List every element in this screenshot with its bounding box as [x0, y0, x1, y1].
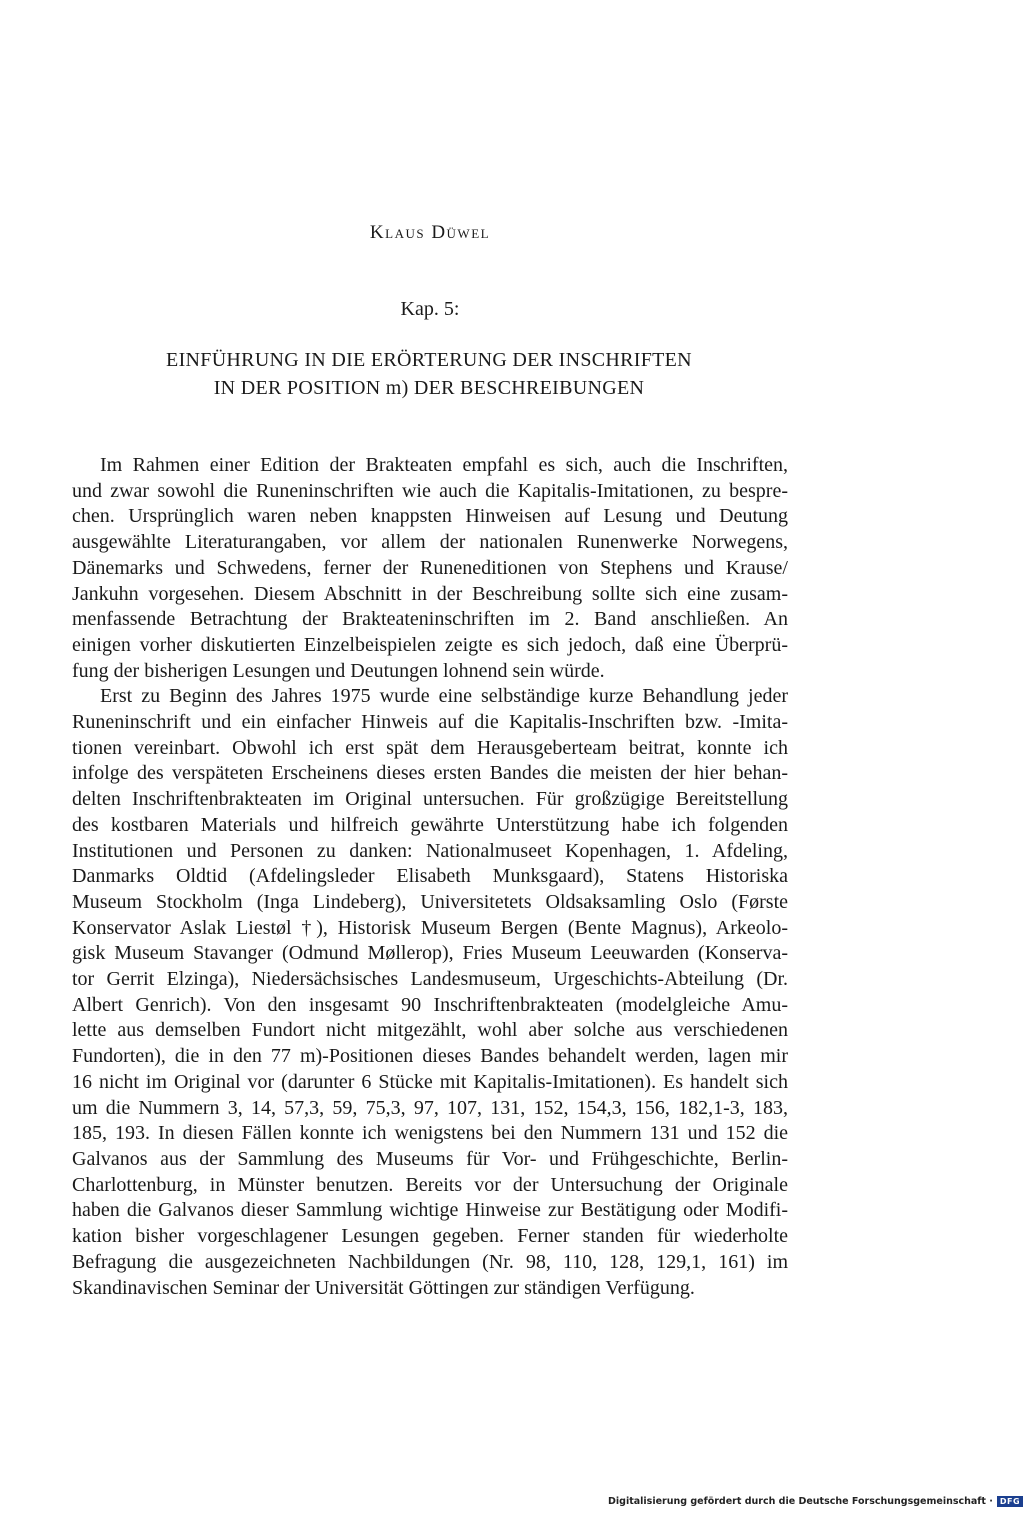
text-line: delten Inschriftenbrakteaten im Original untersuchen. Für großzügige Bereitstellung [72, 788, 788, 811]
dfg-logo: DFG [997, 1496, 1023, 1507]
text-line: gisk Museum Stavanger (Odmund Møllerop), Fries Museum Leeuwarden (Konserva- [72, 942, 788, 965]
text-line: um die Nummern 3, 14, 57,3, 59, 75,3, 97, 107, 131, 152, 154,3, 156, 182,1-3, 183, [72, 1096, 788, 1119]
text-line: haben die Galvanos dieser Sammlung wichtige Hinweise zur Bestätigung oder Modifi- [72, 1199, 788, 1222]
text-line: Im Rahmen einer Edition der Brakteaten empfahl es sich, auch die Inschriften, [100, 454, 788, 476]
text-line: Jankuhn vorgesehen. Diesem Abschnitt in der Beschreibung sollte sich eine zusam- [72, 582, 788, 605]
body-text [72, 453, 788, 1301]
digitization-credit [608, 1496, 1023, 1507]
text-line: kation bisher vorgeschlagener Lesungen gegeben. Ferner standen für wiederholte [72, 1225, 788, 1248]
digitization-credit-text: Digitalisierung gefördert durch die Deutsche Forschungsgemeinschaft · [608, 1496, 993, 1507]
text-line: Institutionen und Personen zu danken: Nationalmuseet Kopenhagen, 1. Afdeling, [72, 839, 788, 862]
text-line: des kostbaren Materials und hilfreich gewährte Unterstützung habe ich folgenden [72, 813, 788, 836]
text-line: 16 nicht im Original vor (darunter 6 Stücke mit Kapitalis-Imitationen). Es handelt sich [72, 1070, 788, 1093]
paragraph [72, 684, 788, 1301]
author-name [0, 222, 860, 244]
text-line: ausgewählte Literaturangaben, vor allem der nationalen Runenwerke Norwegens, [72, 531, 788, 554]
text-line: Skandinavischen Seminar der Universität Göttingen zur ständigen Verfügung. [72, 1276, 695, 1299]
text-line: Befragung die ausgezeichneten Nachbildungen (Nr. 98, 110, 128, 129,1, 161) im [72, 1250, 788, 1273]
text-line: Fundorten), die in den 77 m)-Positionen dieses Bandes behandelt werden, lagen mir [72, 1045, 788, 1068]
text-line: fung der bisherigen Lesungen und Deutungen lohnend sein würde. [72, 659, 605, 682]
text-line: Museum Stockholm (Inga Lindeberg), Universitetets Oldsaksamling Oslo (Første [72, 890, 788, 913]
text-line: infolge des verspäteten Erscheinens dieses ersten Bandes die meisten der hier behan- [72, 762, 788, 785]
text-line: und zwar sowohl die Runeninschriften wie auch die Kapitalis-Imitationen, zu bespre- [72, 479, 788, 502]
author-name-text: Klaus Düwel [369, 222, 491, 243]
text-line: Danmarks Oldtid (Afdelingsleder Elisabeth Munksgaard), Statens Historiska [72, 865, 788, 888]
chapter-title-line: EINFÜHRUNG IN DIE ERÖRTERUNG DER INSCHRIFTEN [166, 349, 692, 371]
text-line: lette aus demselben Fundort nicht mitgezählt, wohl aber solche aus verschiedenen [72, 1019, 788, 1042]
text-line: tionen vereinbart. Obwohl ich erst spät dem Herausgeberteam beitrat, konnte ich [72, 736, 788, 759]
text-line: Charlottenburg, in Münster benutzen. Bereits vor der Untersuchung der Originale [72, 1173, 788, 1196]
chapter-title [72, 346, 786, 402]
text-line: einigen vorher diskutierten Einzelbeispielen zeigte es sich jedoch, daß eine Überprü- [72, 633, 788, 656]
text-line: chen. Ursprünglich waren neben knappsten Hinweisen auf Lesung und Deutung [72, 505, 788, 528]
text-line: Dänemarks und Schwedens, ferner der Runeneditionen von Stephens und Krause/ [72, 556, 788, 579]
chapter-label: Kap. 5: [400, 298, 460, 320]
text-line: Galvanos aus der Sammlung des Museums für Vor- und Frühgeschichte, Berlin- [72, 1147, 788, 1170]
text-line: Erst zu Beginn des Jahres 1975 wurde eine selbständige kurze Behandlung jeder [100, 685, 788, 708]
text-line: Runeninschrift und ein einfacher Hinweis auf die Kapitalis-Inschriften bzw. -Imita- [72, 711, 788, 734]
text-line: Albert Genrich). Von den insgesamt 90 Inschriftenbrakteaten (modelgleiche Amu- [72, 993, 788, 1016]
text-line: tor Gerrit Elzinga), Niedersächsisches Landesmuseum, Urgeschichts-Abteilung (Dr. [72, 968, 788, 991]
text-line: Konservator Aslak Liestøl †), Historisk Museum Bergen (Bente Magnus), Arkeolo- [72, 916, 788, 939]
paragraph [72, 453, 788, 684]
text-line: 185, 193. In diesen Fällen konnte ich wenigstens bei den Nummern 131 und 152 die [72, 1122, 788, 1145]
chapter-title-line: IN DER POSITION m) DER BESCHREIBUNGEN [213, 377, 645, 399]
text-line: menfassende Betrachtung der Brakteateninschriften im 2. Band anschließen. An [72, 608, 788, 631]
